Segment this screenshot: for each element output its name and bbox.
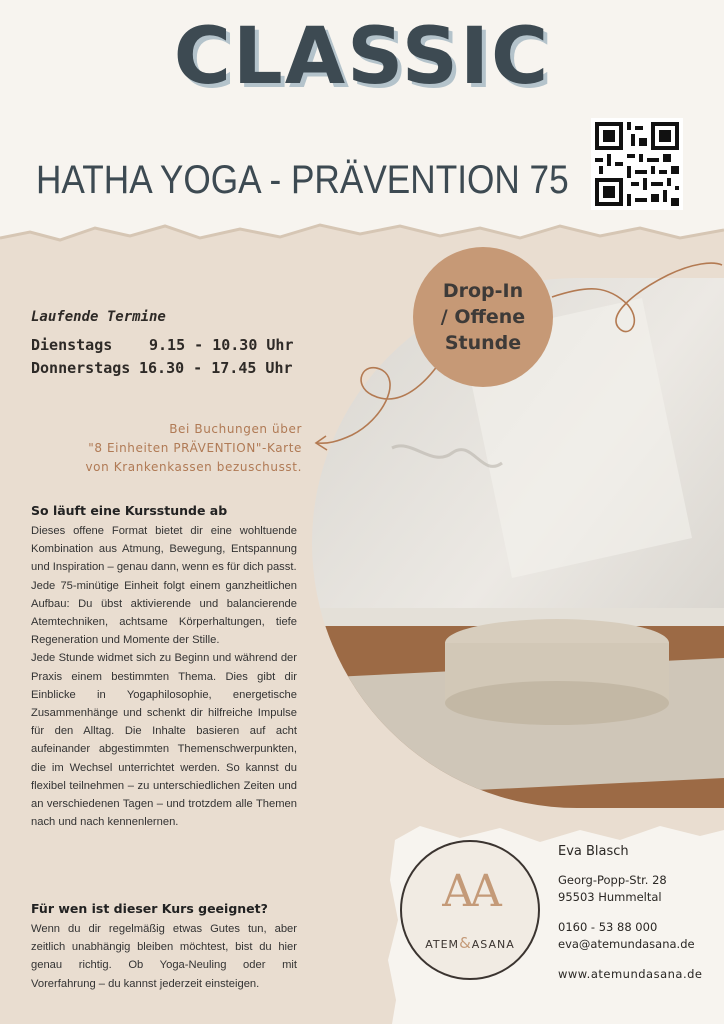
contact-phone[interactable]: 0160 - 53 88 000 [558,920,658,934]
note-line: von Krankenkassen bezuschusst. [85,460,302,474]
note-line: Bei Buchungen über [169,422,302,436]
logo-wordmark [402,934,538,952]
logo-word: ATEM [425,938,460,951]
logo-word: ASANA [471,938,515,951]
contact-block [558,844,702,981]
contact-website[interactable]: www.atemundasana.de [558,967,703,981]
swirl-decoration-icon [548,255,724,345]
contact-email[interactable]: eva@atemundasana.de [558,937,695,951]
paragraph: Jede 75-minütige Einheit folgt einem ganzheitlichen Aufbau: Du übst aktivierende und balancierende Atemtechniken, achtsame Körperhaltungen, tiefe Regeneration und Momente der Stille. [31,579,297,647]
schedule-row [31,359,293,377]
schedule-time: 9.15 - 10.30 Uhr [149,336,294,354]
schedule-time: 16.30 - 17.45 Uhr [139,359,293,377]
paragraph: Jede Stunde widmet sich zu Beginn und während der Praxis einem bestimmten Thema. Dies gibt dir Einblicke in Yogaphilosophie, energetische Zusammenhänge und schenkt dir hilfreiche Impulse für den Alltag. Die Inhalte basieren auf acht aufeinander abgestimmten Themenschwerpunkten, die im Wechsel unterrichtet werden. So kannst du flexibel teilnehmen – zu unterschiedlichen Zeiten und an verschiedenen Tagen – und trotzdem alle Themen nach und nach kennenlernen. [31,652,297,829]
contact-city: 95503 Hummeltal [558,890,662,904]
drop-in-badge [413,247,553,387]
section-heading-course: So läuft eine Kursstunde ab [31,503,228,518]
badge-line-3: Stunde [444,332,522,354]
contact-name: Eva Blasch [558,844,629,859]
contact-street: Georg-Popp-Str. 28 [558,873,667,887]
qr-code-icon[interactable] [591,118,683,210]
page-title: CLASSIC [173,12,551,102]
note-line: "8 Einheiten PRÄVENTION"-Karte [88,441,302,455]
section-heading-audience: Für wen ist dieser Kurs geeignet? [31,901,268,916]
schedule-label: Laufende Termine [31,309,166,325]
section-body-course [31,522,297,831]
badge-line-2: / Offene [440,306,526,328]
atem-asana-logo [400,840,540,980]
schedule-row [31,336,294,354]
paragraph: Wenn du dir regelmäßig etwas Gutes tun, aber zeitlich unabhängig bleiben möchtest, bist du hier genau richtig. Ob Yoga-Neuling oder mit Vorerfahrung – du kannst jederzeit einsteigen. [31,923,297,990]
paragraph: Dieses offene Format bietet dir eine wohltuende Kombination aus Atmung, Bewegung, Entspannung und Inspiration – genau dann, wenn es für dich passt. [31,525,297,574]
badge-line-1: Drop-In [442,280,524,302]
insurance-note [60,420,302,477]
schedule-day: Dienstags [31,336,113,354]
section-body-audience [31,920,297,993]
page-subtitle: HATHA YOGA - PRÄVENTION 75 [36,158,569,202]
schedule-day: Donnerstags [31,359,131,377]
logo-monogram: AA [442,866,498,917]
logo-ampersand: & [459,934,472,952]
